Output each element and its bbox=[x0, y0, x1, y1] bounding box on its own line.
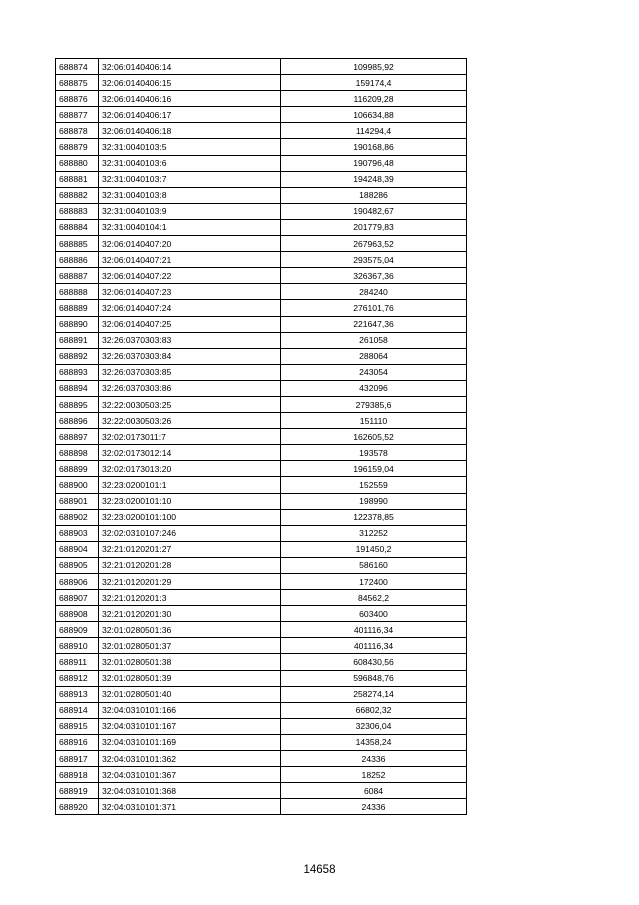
table-row bbox=[56, 75, 467, 91]
page-number: 14658 bbox=[303, 864, 336, 876]
row-number-cell: 688911 bbox=[56, 654, 99, 670]
cadastral-number-cell: 32:02:0173011:7 bbox=[99, 429, 281, 445]
row-number-cell: 688882 bbox=[56, 187, 99, 203]
cadastral-number-cell: 32:21:0120201:27 bbox=[99, 541, 281, 557]
row-number-cell: 688903 bbox=[56, 525, 99, 541]
table-row bbox=[56, 702, 467, 718]
value-cell: 109985,92 bbox=[281, 59, 467, 75]
table-row bbox=[56, 59, 467, 75]
value-cell: 221647,36 bbox=[281, 316, 467, 332]
cadastral-number-cell: 32:22:0030503:25 bbox=[99, 396, 281, 412]
table-row bbox=[56, 799, 467, 815]
table-row bbox=[56, 187, 467, 203]
row-number-cell: 688877 bbox=[56, 107, 99, 123]
cadastral-number-cell: 32:31:0040104:1 bbox=[99, 219, 281, 235]
value-cell: 152559 bbox=[281, 477, 467, 493]
row-number-cell: 688909 bbox=[56, 622, 99, 638]
value-cell: 32306,04 bbox=[281, 718, 467, 734]
value-cell: 6084 bbox=[281, 783, 467, 799]
row-number-cell: 688912 bbox=[56, 670, 99, 686]
table-row bbox=[56, 203, 467, 219]
cadastral-number-cell: 32:06:0140406:16 bbox=[99, 91, 281, 107]
row-number-cell: 688875 bbox=[56, 75, 99, 91]
table-row bbox=[56, 751, 467, 767]
row-number-cell: 688894 bbox=[56, 380, 99, 396]
table-row bbox=[56, 509, 467, 525]
cadastral-number-cell: 32:06:0140407:21 bbox=[99, 252, 281, 268]
value-cell: 608430,56 bbox=[281, 654, 467, 670]
value-cell: 151110 bbox=[281, 413, 467, 429]
row-number-cell: 688898 bbox=[56, 445, 99, 461]
table-row bbox=[56, 783, 467, 799]
row-number-cell: 688913 bbox=[56, 686, 99, 702]
value-cell: 190482,67 bbox=[281, 203, 467, 219]
row-number-cell: 688874 bbox=[56, 59, 99, 75]
value-cell: 66802,32 bbox=[281, 702, 467, 718]
table-row bbox=[56, 123, 467, 139]
value-cell: 24336 bbox=[281, 751, 467, 767]
table-row bbox=[56, 477, 467, 493]
table-row bbox=[56, 622, 467, 638]
cadastral-number-cell: 32:04:0310101:169 bbox=[99, 734, 281, 750]
row-number-cell: 688890 bbox=[56, 316, 99, 332]
cadastral-number-cell: 32:31:0040103:9 bbox=[99, 203, 281, 219]
row-number-cell: 688892 bbox=[56, 348, 99, 364]
table-row bbox=[56, 396, 467, 412]
value-cell: 159174,4 bbox=[281, 75, 467, 91]
cadastral-number-cell: 32:22:0030503:26 bbox=[99, 413, 281, 429]
value-cell: 243054 bbox=[281, 364, 467, 380]
table-row bbox=[56, 348, 467, 364]
cadastral-number-cell: 32:04:0310101:368 bbox=[99, 783, 281, 799]
value-cell: 162605,52 bbox=[281, 429, 467, 445]
table-row bbox=[56, 364, 467, 380]
table-row bbox=[56, 429, 467, 445]
value-cell: 24336 bbox=[281, 799, 467, 815]
table-row bbox=[56, 638, 467, 654]
table-row bbox=[56, 606, 467, 622]
row-number-cell: 688880 bbox=[56, 155, 99, 171]
table-body bbox=[56, 59, 467, 815]
table-row bbox=[56, 590, 467, 606]
table-row bbox=[56, 284, 467, 300]
cadastral-number-cell: 32:02:0310107:246 bbox=[99, 525, 281, 541]
value-cell: 193578 bbox=[281, 445, 467, 461]
cadastral-number-cell: 32:06:0140406:14 bbox=[99, 59, 281, 75]
table-row bbox=[56, 268, 467, 284]
cadastral-number-cell: 32:01:0280501:36 bbox=[99, 622, 281, 638]
row-number-cell: 688920 bbox=[56, 799, 99, 815]
row-number-cell: 688879 bbox=[56, 139, 99, 155]
value-cell: 172400 bbox=[281, 574, 467, 590]
value-cell: 201779,83 bbox=[281, 219, 467, 235]
table-row bbox=[56, 574, 467, 590]
table-row bbox=[56, 171, 467, 187]
row-number-cell: 688915 bbox=[56, 718, 99, 734]
cadastral-number-cell: 32:23:0200101:100 bbox=[99, 509, 281, 525]
value-cell: 312252 bbox=[281, 525, 467, 541]
row-number-cell: 688897 bbox=[56, 429, 99, 445]
cadastral-number-cell: 32:21:0120201:3 bbox=[99, 590, 281, 606]
cadastral-number-cell: 32:23:0200101:10 bbox=[99, 493, 281, 509]
value-cell: 261058 bbox=[281, 332, 467, 348]
table-row bbox=[56, 525, 467, 541]
cadastral-value-table bbox=[55, 58, 467, 815]
table-row bbox=[56, 718, 467, 734]
value-cell: 326367,36 bbox=[281, 268, 467, 284]
cadastral-number-cell: 32:01:0280501:39 bbox=[99, 670, 281, 686]
cadastral-number-cell: 32:31:0040103:7 bbox=[99, 171, 281, 187]
value-cell: 432096 bbox=[281, 380, 467, 396]
cadastral-number-cell: 32:26:0370303:84 bbox=[99, 348, 281, 364]
row-number-cell: 688899 bbox=[56, 461, 99, 477]
value-cell: 603400 bbox=[281, 606, 467, 622]
cadastral-number-cell: 32:06:0140407:25 bbox=[99, 316, 281, 332]
table-row bbox=[56, 541, 467, 557]
cadastral-number-cell: 32:31:0040103:6 bbox=[99, 155, 281, 171]
row-number-cell: 688910 bbox=[56, 638, 99, 654]
value-cell: 191450,2 bbox=[281, 541, 467, 557]
value-cell: 276101,76 bbox=[281, 300, 467, 316]
table-row bbox=[56, 332, 467, 348]
table-row bbox=[56, 236, 467, 252]
cadastral-number-cell: 32:21:0120201:30 bbox=[99, 606, 281, 622]
row-number-cell: 688886 bbox=[56, 252, 99, 268]
cadastral-number-cell: 32:01:0280501:38 bbox=[99, 654, 281, 670]
row-number-cell: 688906 bbox=[56, 574, 99, 590]
value-cell: 194248,39 bbox=[281, 171, 467, 187]
row-number-cell: 688885 bbox=[56, 236, 99, 252]
value-cell: 596848,76 bbox=[281, 670, 467, 686]
value-cell: 190168,86 bbox=[281, 139, 467, 155]
cadastral-number-cell: 32:04:0310101:367 bbox=[99, 767, 281, 783]
table-row bbox=[56, 461, 467, 477]
table-row bbox=[56, 316, 467, 332]
cadastral-number-cell: 32:26:0370303:86 bbox=[99, 380, 281, 396]
row-number-cell: 688900 bbox=[56, 477, 99, 493]
row-number-cell: 688878 bbox=[56, 123, 99, 139]
table-row bbox=[56, 252, 467, 268]
cadastral-number-cell: 32:02:0173012:14 bbox=[99, 445, 281, 461]
cadastral-number-cell: 32:01:0280501:37 bbox=[99, 638, 281, 654]
table-row bbox=[56, 413, 467, 429]
row-number-cell: 688891 bbox=[56, 332, 99, 348]
cadastral-number-cell: 32:06:0140407:23 bbox=[99, 284, 281, 300]
row-number-cell: 688889 bbox=[56, 300, 99, 316]
table-row bbox=[56, 686, 467, 702]
value-cell: 198990 bbox=[281, 493, 467, 509]
value-cell: 279385,6 bbox=[281, 396, 467, 412]
cadastral-number-cell: 32:04:0310101:166 bbox=[99, 702, 281, 718]
cadastral-number-cell: 32:04:0310101:371 bbox=[99, 799, 281, 815]
value-cell: 122378,85 bbox=[281, 509, 467, 525]
row-number-cell: 688896 bbox=[56, 413, 99, 429]
row-number-cell: 688914 bbox=[56, 702, 99, 718]
row-number-cell: 688895 bbox=[56, 396, 99, 412]
table-row bbox=[56, 300, 467, 316]
cadastral-number-cell: 32:02:0173013:20 bbox=[99, 461, 281, 477]
cadastral-number-cell: 32:31:0040103:8 bbox=[99, 187, 281, 203]
table-row bbox=[56, 767, 467, 783]
value-cell: 14358,24 bbox=[281, 734, 467, 750]
cadastral-number-cell: 32:04:0310101:362 bbox=[99, 751, 281, 767]
value-cell: 106634,88 bbox=[281, 107, 467, 123]
row-number-cell: 688876 bbox=[56, 91, 99, 107]
cadastral-number-cell: 32:06:0140407:24 bbox=[99, 300, 281, 316]
value-cell: 401116,34 bbox=[281, 638, 467, 654]
table-row bbox=[56, 139, 467, 155]
row-number-cell: 688917 bbox=[56, 751, 99, 767]
value-cell: 18252 bbox=[281, 767, 467, 783]
table-row bbox=[56, 107, 467, 123]
cadastral-number-cell: 32:06:0140407:20 bbox=[99, 236, 281, 252]
row-number-cell: 688919 bbox=[56, 783, 99, 799]
value-cell: 196159,04 bbox=[281, 461, 467, 477]
row-number-cell: 688908 bbox=[56, 606, 99, 622]
value-cell: 258274,14 bbox=[281, 686, 467, 702]
value-cell: 293575,04 bbox=[281, 252, 467, 268]
table-row bbox=[56, 155, 467, 171]
table-row bbox=[56, 493, 467, 509]
value-cell: 114294,4 bbox=[281, 123, 467, 139]
table-row bbox=[56, 670, 467, 686]
cadastral-number-cell: 32:04:0310101:167 bbox=[99, 718, 281, 734]
value-cell: 401116,34 bbox=[281, 622, 467, 638]
row-number-cell: 688901 bbox=[56, 493, 99, 509]
cadastral-number-cell: 32:06:0140406:17 bbox=[99, 107, 281, 123]
row-number-cell: 688905 bbox=[56, 557, 99, 573]
cadastral-number-cell: 32:06:0140406:15 bbox=[99, 75, 281, 91]
row-number-cell: 688888 bbox=[56, 284, 99, 300]
row-number-cell: 688893 bbox=[56, 364, 99, 380]
value-cell: 284240 bbox=[281, 284, 467, 300]
row-number-cell: 688918 bbox=[56, 767, 99, 783]
cadastral-number-cell: 32:26:0370303:85 bbox=[99, 364, 281, 380]
table-row bbox=[56, 219, 467, 235]
table-row bbox=[56, 380, 467, 396]
value-cell: 190796,48 bbox=[281, 155, 467, 171]
cadastral-number-cell: 32:06:0140406:18 bbox=[99, 123, 281, 139]
table-row bbox=[56, 557, 467, 573]
row-number-cell: 688881 bbox=[56, 171, 99, 187]
table-row bbox=[56, 654, 467, 670]
row-number-cell: 688883 bbox=[56, 203, 99, 219]
cadastral-number-cell: 32:31:0040103:5 bbox=[99, 139, 281, 155]
cadastral-number-cell: 32:21:0120201:29 bbox=[99, 574, 281, 590]
value-cell: 116209,28 bbox=[281, 91, 467, 107]
cadastral-number-cell: 32:21:0120201:28 bbox=[99, 557, 281, 573]
row-number-cell: 688907 bbox=[56, 590, 99, 606]
value-cell: 288064 bbox=[281, 348, 467, 364]
row-number-cell: 688904 bbox=[56, 541, 99, 557]
value-cell: 586160 bbox=[281, 557, 467, 573]
row-number-cell: 688884 bbox=[56, 219, 99, 235]
value-cell: 188286 bbox=[281, 187, 467, 203]
row-number-cell: 688902 bbox=[56, 509, 99, 525]
cadastral-number-cell: 32:23:0200101:1 bbox=[99, 477, 281, 493]
value-cell: 84562,2 bbox=[281, 590, 467, 606]
row-number-cell: 688916 bbox=[56, 734, 99, 750]
cadastral-number-cell: 32:26:0370303:83 bbox=[99, 332, 281, 348]
table-row bbox=[56, 734, 467, 750]
table-row bbox=[56, 91, 467, 107]
cadastral-number-cell: 32:06:0140407:22 bbox=[99, 268, 281, 284]
value-cell: 267963,52 bbox=[281, 236, 467, 252]
row-number-cell: 688887 bbox=[56, 268, 99, 284]
cadastral-number-cell: 32:01:0280501:40 bbox=[99, 686, 281, 702]
table-row bbox=[56, 445, 467, 461]
